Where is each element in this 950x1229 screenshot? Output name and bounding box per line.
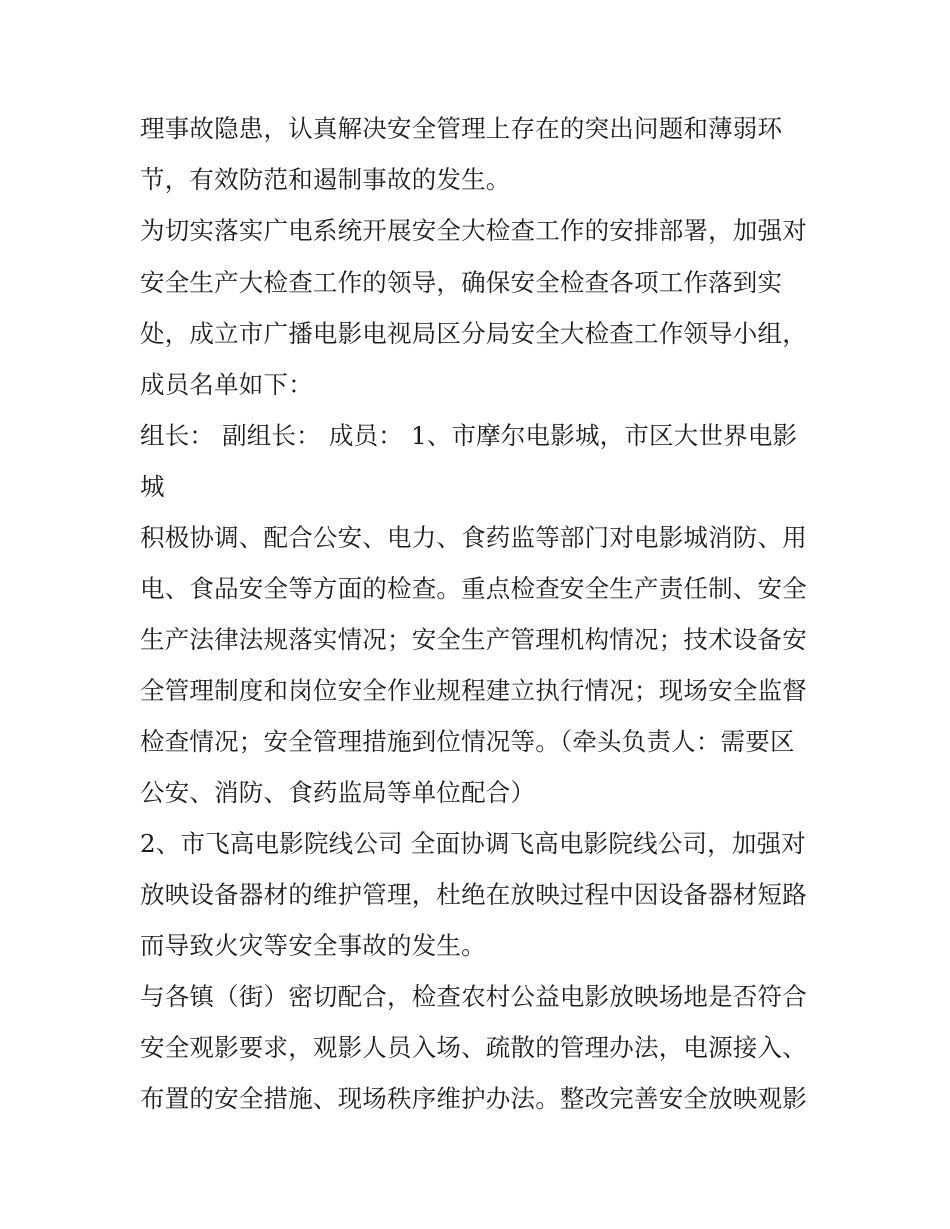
- text-line: 检查情况；安全管理措施到位情况等。（牵头负责人：需要区: [140, 727, 795, 756]
- text-line: 与各镇（街）密切配合，检查农村公益电影放映场地是否符合: [140, 982, 807, 1011]
- text-line: 电、食品安全等方面的检查。重点检查安全生产责任制、安全: [140, 574, 807, 603]
- text-line: 为切实落实广电系统开展安全大检查工作的安排部署，加强对: [140, 216, 807, 245]
- text-line: 节，有效防范和遏制事故的发生。: [140, 165, 511, 194]
- text-line: 城: [140, 472, 165, 501]
- text-line: 公安、消防、食药监局等单位配合）: [140, 778, 536, 807]
- text-line: 安全观影要求，观影人员入场、疏散的管理办法，电源接入、: [140, 1033, 807, 1062]
- text-line: 处，成立市广播电影电视局区分局安全大检查工作领导小组，: [140, 319, 807, 348]
- text-line: 生产法律法规落实情况；安全生产管理机构情况；技术设备安: [140, 625, 807, 654]
- text-line: 理事故隐患，认真解决安全管理上存在的突出问题和薄弱环: [140, 114, 783, 143]
- text-line: 积极协调、配合公安、电力、食药监等部门对电影城消防、用: [140, 523, 807, 552]
- text-line: 放映设备器材的维护管理，杜绝在放映过程中因设备器材短路: [140, 880, 807, 909]
- text-line: 成员名单如下：: [140, 370, 313, 399]
- text-line: 2、市飞高电影院线公司 全面协调飞高电影院线公司，加强对: [140, 829, 806, 858]
- text-line: 布置的安全措施、现场秩序维护办法。整改完善安全放映观影: [140, 1084, 807, 1113]
- text-line: 安全生产大检查工作的领导，确保安全检查各项工作落到实: [140, 268, 783, 297]
- text-line: 组长： 副组长： 成员： 1、市摩尔电影城，市区大世界电影: [140, 421, 798, 450]
- text-line: 而导致火灾等安全事故的发生。: [140, 931, 486, 960]
- text-line: 全管理制度和岗位安全作业规程建立执行情况；现场安全监督: [140, 676, 807, 705]
